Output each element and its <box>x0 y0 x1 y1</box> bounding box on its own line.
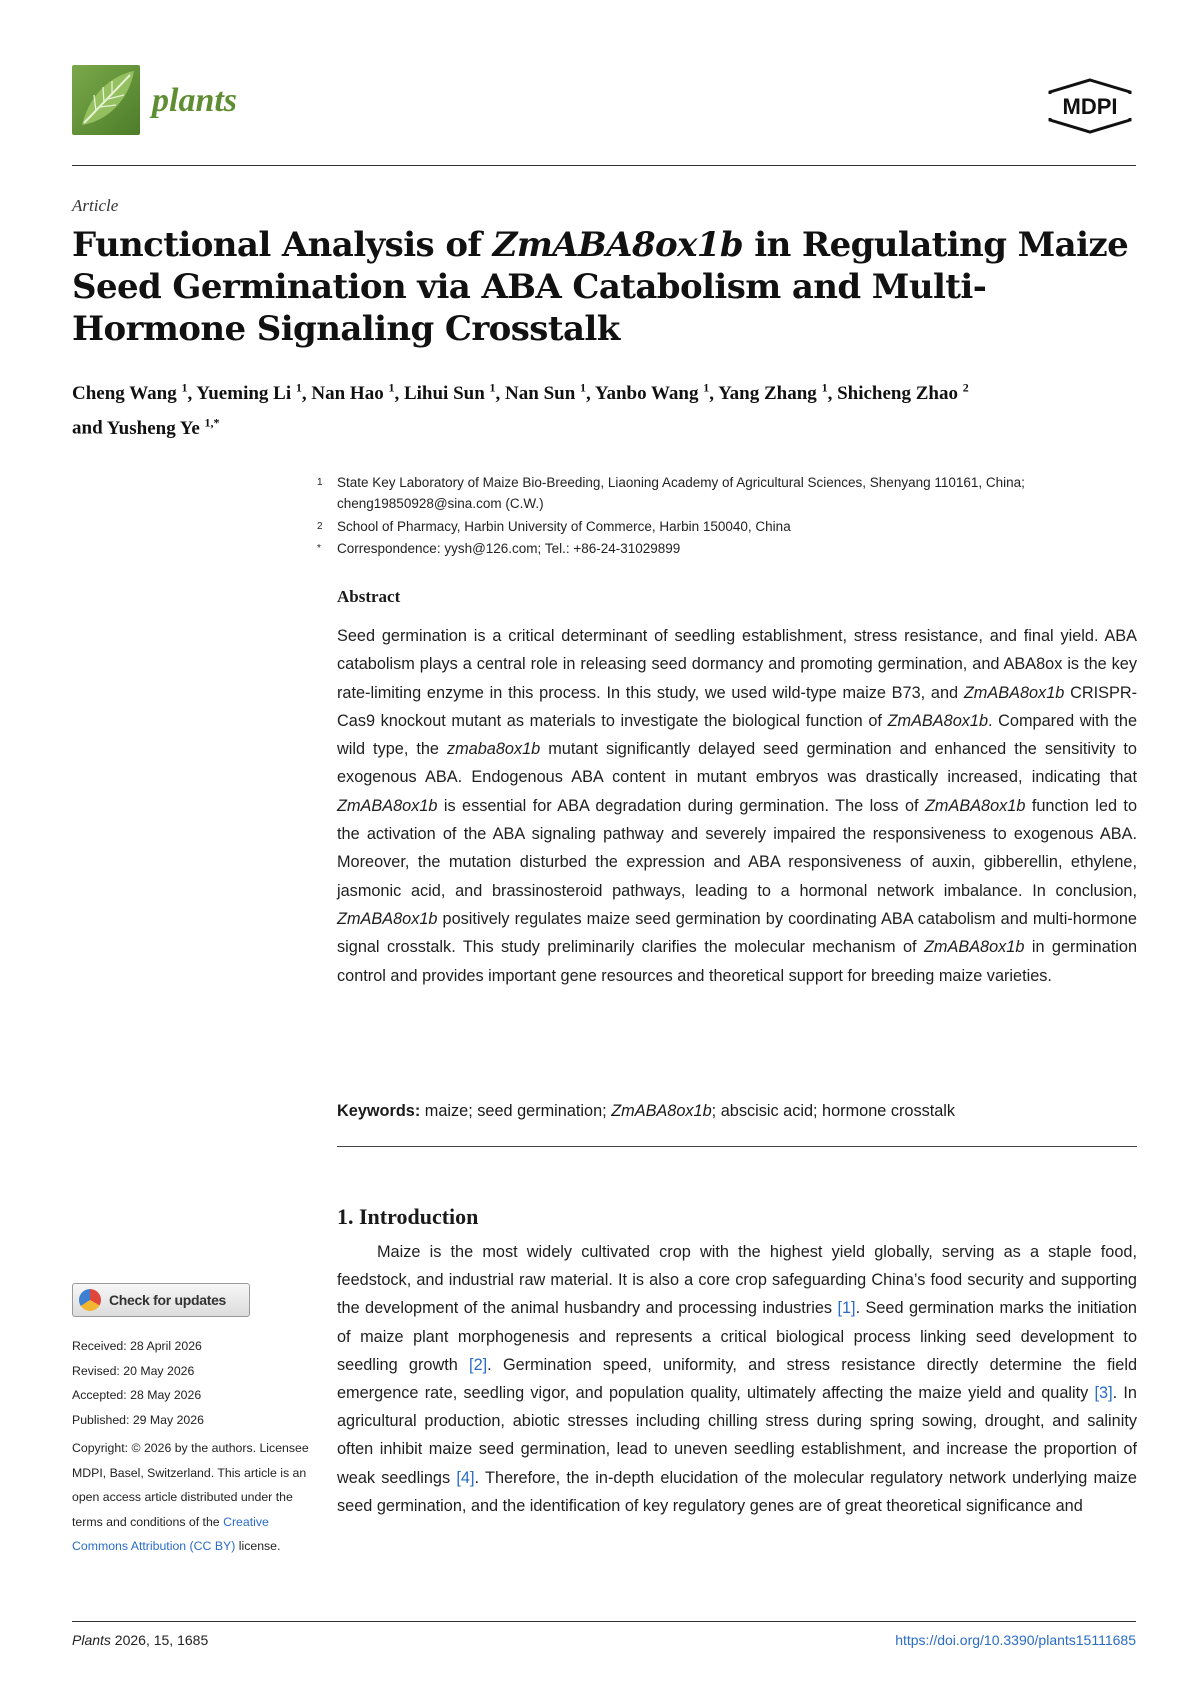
citation-link[interactable]: [2] <box>469 1355 488 1374</box>
citation-link[interactable]: [1] <box>837 1299 856 1318</box>
keywords: Keywords: maize; seed germination; ZmABA8ox1b; abscisic acid; hormone crosstalk <box>337 1102 956 1120</box>
article-type: Article <box>72 196 119 215</box>
author[interactable]: Shicheng Zhao $^2$ <box>837 381 969 405</box>
author[interactable]: Yueming Li $^1$ <box>196 381 302 405</box>
check-for-updates-button[interactable]: Check for updates <box>72 1283 250 1317</box>
doi-link[interactable]: https://doi.org/10.3390/plants15111685 <box>895 1632 1136 1648</box>
author[interactable]: Nan Hao $^1$ <box>311 381 395 405</box>
leaf-icon <box>72 65 140 135</box>
journal-name: plants <box>152 82 238 119</box>
footer-rule <box>72 1621 1136 1622</box>
author[interactable]: Yang Zhang $^1$ <box>718 381 828 405</box>
update-badge-icon <box>79 1289 101 1311</box>
citation-link[interactable]: [4] <box>456 1468 475 1487</box>
abstract-heading: Abstract <box>337 587 401 606</box>
author[interactable]: Yanbo Wang $^1$ <box>594 381 710 405</box>
affiliation: 2 School of Pharmacy, Harbin University of Commerce, Harbin 150040, China <box>317 519 791 534</box>
header-rule <box>72 165 1136 166</box>
copyright-notice: Copyright: © 2026 by the authors. Licensee MDPI, Basel, Switzerland. This article is an open access article distributed under the terms and conditions of the Creative Commons Attribution (CC BY) license. <box>72 1441 309 1553</box>
correspondence: * Correspondence: yysh@126.com; Tel.: +86-24-31029899 <box>317 541 681 556</box>
license-link[interactable]: Creative Commons Attribution (CC BY) <box>72 1514 269 1553</box>
title-gene: ZmABA8ox1b <box>492 225 744 265</box>
title-text: Functional Analysis of <box>72 225 493 265</box>
publication-dates: Received: 28 April 2026 Revised: 20 May 2026 Accepted: 28 May 2026 Published: 29 May 2026 <box>72 1339 204 1427</box>
author-list: Cheng Wang $^1$, Yueming Li $^1$, Nan Hao $^1$, Lihui Sun $^1$, Nan Sun $^1$, Yanbo Wang $^1$, Yang Zhang $^1$, Shicheng Zhao $^2$ and Yusheng Ye $^{1,*}$ <box>72 381 969 439</box>
section-heading: 1. Introduction <box>337 1204 479 1229</box>
citation-link[interactable]: [3] <box>1094 1384 1113 1403</box>
author[interactable]: Yusheng Ye $^{1,*}$ <box>106 415 220 439</box>
abstract-body: Seed germination is a critical determinant of seedling establishment, stress resistance, and final yield. ABA catabolism plays a central role in releasing seed dormancy and promoting germination, and ABA8ox is the key rate-limiting enzyme in this process. In this study, we used wild-type maize B73, and ZmABA8ox1b CRISPR-Cas9 knockout mutant as materials to investigate the biological function of ZmABA8ox1b. Compared with the wild type, the zmaba8ox1b mutant significantly delayed seed germination and enhanced the sensitivity to exogenous ABA. Endogenous ABA content in mutant embryos was drastically increased, indicating that ZmABA8ox1b is essential for ABA degradation during germination. The loss of ZmABA8ox1b function led to the activation of the ABA signaling pathway and severely impaired the responsiveness to exogenous ABA. Moreover, the mutation disturbed the expression and ABA responsiveness of auxin, gibberellin, ethylene, jasmonic acid, and brassinosteroid pathways, leading to a hormonal network imbalance. In conclusion, ZmABA8ox1b positively regulates maize seed germination by coordinating ABA catabolism and multi-hormone signal crosstalk. This study preliminarily clarifies the molecular mechanism of ZmABA8ox1b in germination control and provides important gene resources and theoretical support for breeding maize varieties. <box>337 627 1138 985</box>
title-text: in Regulating Maize Seed Germination via ABA Catabolism and Multi-Hormone Signaling Crosstalk <box>72 225 1129 349</box>
affiliation: 1 State Key Laboratory of Maize Bio-Breeding, Liaoning Academy of Agricultural Sciences, Shenyang 110161, China; cheng19850928@sina.com (C.W.) <box>317 475 1025 511</box>
author[interactable]: Nan Sun $^1$ <box>505 381 587 405</box>
author[interactable]: Cheng Wang $^1$ <box>72 381 188 405</box>
publisher-text: MDPI <box>1062 94 1118 119</box>
keywords-rule <box>337 1146 1137 1147</box>
article-title <box>72 224 1142 350</box>
footer-citation: Plants 2026, 15, 1685 <box>72 1632 209 1648</box>
introduction-body: Maize is the most widely cultivated crop with the highest yield globally, serving as a staple food, feedstock, and industrial raw material. It is also a core crop safeguarding China’s food security and supporting the development of the animal husbandry and processing industries [1]. Seed germination marks the initiation of maize plant morphogenesis and represents a critical biological process linking seed development to seedling growth [2]. Germination speed, uniformity, and stress resistance directly determine the field emergence rate, seedling vigor, and population quality, ultimately affecting the maize yield and quality [3]. In agricultural production, abiotic stresses including chilling stress during spring sowing, drought, and salinity often inhibit maize seed germination, lead to uneven seedling establishment, and increase the proportion of weak seedlings [4]. Therefore, the in-depth elucidation of the molecular regulatory network underlying maize seed germination, and the identification of key regulatory genes are of great theoretical significance and <box>337 1243 1137 1515</box>
author[interactable]: Lihui Sun $^1$ <box>403 381 496 405</box>
publisher-logo <box>1044 78 1136 134</box>
journal-logo <box>72 65 140 135</box>
